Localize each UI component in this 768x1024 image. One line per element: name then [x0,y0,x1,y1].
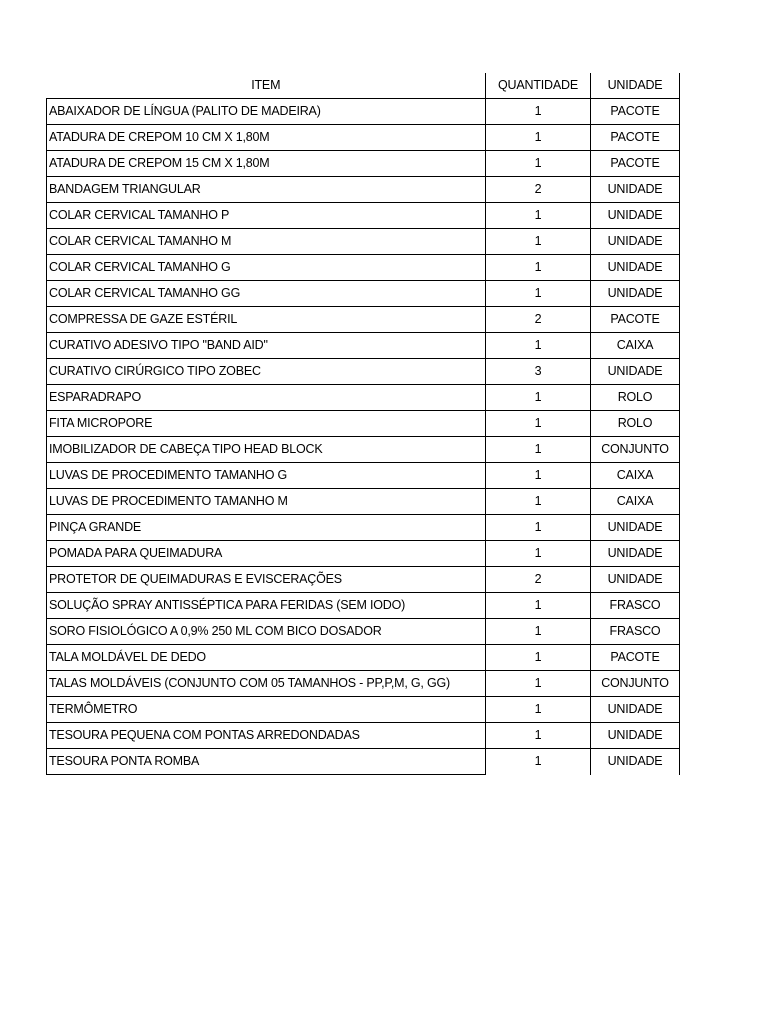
unit-cell: FRASCO [591,619,680,645]
item-cell: ATADURA DE CREPOM 10 CM X 1,80M [47,125,486,151]
unit-cell: CONJUNTO [591,437,680,463]
item-cell: PROTETOR DE QUEIMADURAS E EVISCERAÇÕES [47,567,486,593]
item-cell: COLAR CERVICAL TAMANHO GG [47,281,486,307]
quantity-cell: 1 [486,411,591,437]
unit-cell: UNIDADE [591,359,680,385]
unit-cell: PACOTE [591,151,680,177]
item-cell: TESOURA PEQUENA COM PONTAS ARREDONDADAS [47,723,486,749]
table-row [47,99,680,125]
item-cell: SORO FISIOLÓGICO A 0,9% 250 ML COM BICO DOSADOR [47,619,486,645]
table-row [47,593,680,619]
quantity-cell: 1 [486,437,591,463]
quantity-cell: 1 [486,619,591,645]
table-row [47,671,680,697]
unit-cell: ROLO [591,385,680,411]
quantity-cell: 2 [486,177,591,203]
table-row [47,697,680,723]
quantity-cell: 1 [486,697,591,723]
quantity-cell: 1 [486,203,591,229]
unit-cell: PACOTE [591,645,680,671]
table-row [47,437,680,463]
quantity-cell: 1 [486,671,591,697]
quantity-cell: 1 [486,515,591,541]
table-row [47,723,680,749]
quantity-cell: 3 [486,359,591,385]
quantity-cell: 1 [486,541,591,567]
quantity-cell: 1 [486,489,591,515]
unit-cell: UNIDADE [591,723,680,749]
item-cell: COLAR CERVICAL TAMANHO P [47,203,486,229]
unit-cell: UNIDADE [591,567,680,593]
table-row [47,281,680,307]
item-cell: TALA MOLDÁVEL DE DEDO [47,645,486,671]
quantity-cell: 1 [486,749,591,775]
unit-cell: PACOTE [591,99,680,125]
quantity-cell: 1 [486,333,591,359]
table-row [47,255,680,281]
unit-cell: ROLO [591,411,680,437]
item-cell: TERMÔMETRO [47,697,486,723]
table-row [47,411,680,437]
quantity-cell: 1 [486,255,591,281]
item-cell: SOLUÇÃO SPRAY ANTISSÉPTICA PARA FERIDAS (SEM IODO) [47,593,486,619]
quantity-cell: 1 [486,723,591,749]
table-row [47,515,680,541]
table-row [47,645,680,671]
table-row [47,333,680,359]
item-cell: CURATIVO CIRÚRGICO TIPO ZOBEC [47,359,486,385]
item-cell: LUVAS DE PROCEDIMENTO TAMANHO M [47,489,486,515]
table-header [47,73,680,99]
table-row [47,567,680,593]
item-cell: ESPARADRAPO [47,385,486,411]
unit-cell: CAIXA [591,463,680,489]
unit-cell: PACOTE [591,125,680,151]
item-cell: TESOURA PONTA ROMBA [47,749,486,775]
table-row [47,229,680,255]
header-quantity: QUANTIDADE [486,73,591,99]
unit-cell: UNIDADE [591,255,680,281]
unit-cell: UNIDADE [591,697,680,723]
quantity-cell: 1 [486,593,591,619]
unit-cell: UNIDADE [591,229,680,255]
unit-cell: CAIXA [591,489,680,515]
item-cell: FITA MICROPORE [47,411,486,437]
table-body [47,99,680,775]
supply-table [46,73,680,775]
item-cell: COLAR CERVICAL TAMANHO M [47,229,486,255]
unit-cell: UNIDADE [591,515,680,541]
item-cell: BANDAGEM TRIANGULAR [47,177,486,203]
table-row [47,151,680,177]
table-row [47,463,680,489]
table-row [47,489,680,515]
unit-cell: UNIDADE [591,203,680,229]
header-unit: UNIDADE [591,73,680,99]
unit-cell: UNIDADE [591,281,680,307]
table-row [47,125,680,151]
quantity-cell: 1 [486,645,591,671]
item-cell: LUVAS DE PROCEDIMENTO TAMANHO G [47,463,486,489]
quantity-cell: 1 [486,151,591,177]
unit-cell: UNIDADE [591,541,680,567]
unit-cell: CAIXA [591,333,680,359]
quantity-cell: 1 [486,125,591,151]
unit-cell: CONJUNTO [591,671,680,697]
item-cell: PINÇA GRANDE [47,515,486,541]
quantity-cell: 1 [486,99,591,125]
item-cell: CURATIVO ADESIVO TIPO "BAND AID" [47,333,486,359]
item-cell: COLAR CERVICAL TAMANHO G [47,255,486,281]
item-cell: ATADURA DE CREPOM 15 CM X 1,80M [47,151,486,177]
header-row [47,73,680,99]
unit-cell: UNIDADE [591,177,680,203]
table-row [47,307,680,333]
item-cell: ABAIXADOR DE LÍNGUA (PALITO DE MADEIRA) [47,99,486,125]
table-row [47,359,680,385]
item-cell: TALAS MOLDÁVEIS (CONJUNTO COM 05 TAMANHOS - PP,P,M, G, GG) [47,671,486,697]
quantity-cell: 2 [486,567,591,593]
quantity-cell: 1 [486,385,591,411]
table-row [47,619,680,645]
table-row [47,749,680,775]
unit-cell: PACOTE [591,307,680,333]
item-cell: COMPRESSA DE GAZE ESTÉRIL [47,307,486,333]
header-item: ITEM [47,73,486,99]
table-row [47,203,680,229]
quantity-cell: 1 [486,463,591,489]
quantity-cell: 1 [486,229,591,255]
item-cell: IMOBILIZADOR DE CABEÇA TIPO HEAD BLOCK [47,437,486,463]
quantity-cell: 1 [486,281,591,307]
table-row [47,177,680,203]
unit-cell: UNIDADE [591,749,680,775]
item-cell: POMADA PARA QUEIMADURA [47,541,486,567]
table-row [47,385,680,411]
table-row [47,541,680,567]
unit-cell: FRASCO [591,593,680,619]
quantity-cell: 2 [486,307,591,333]
